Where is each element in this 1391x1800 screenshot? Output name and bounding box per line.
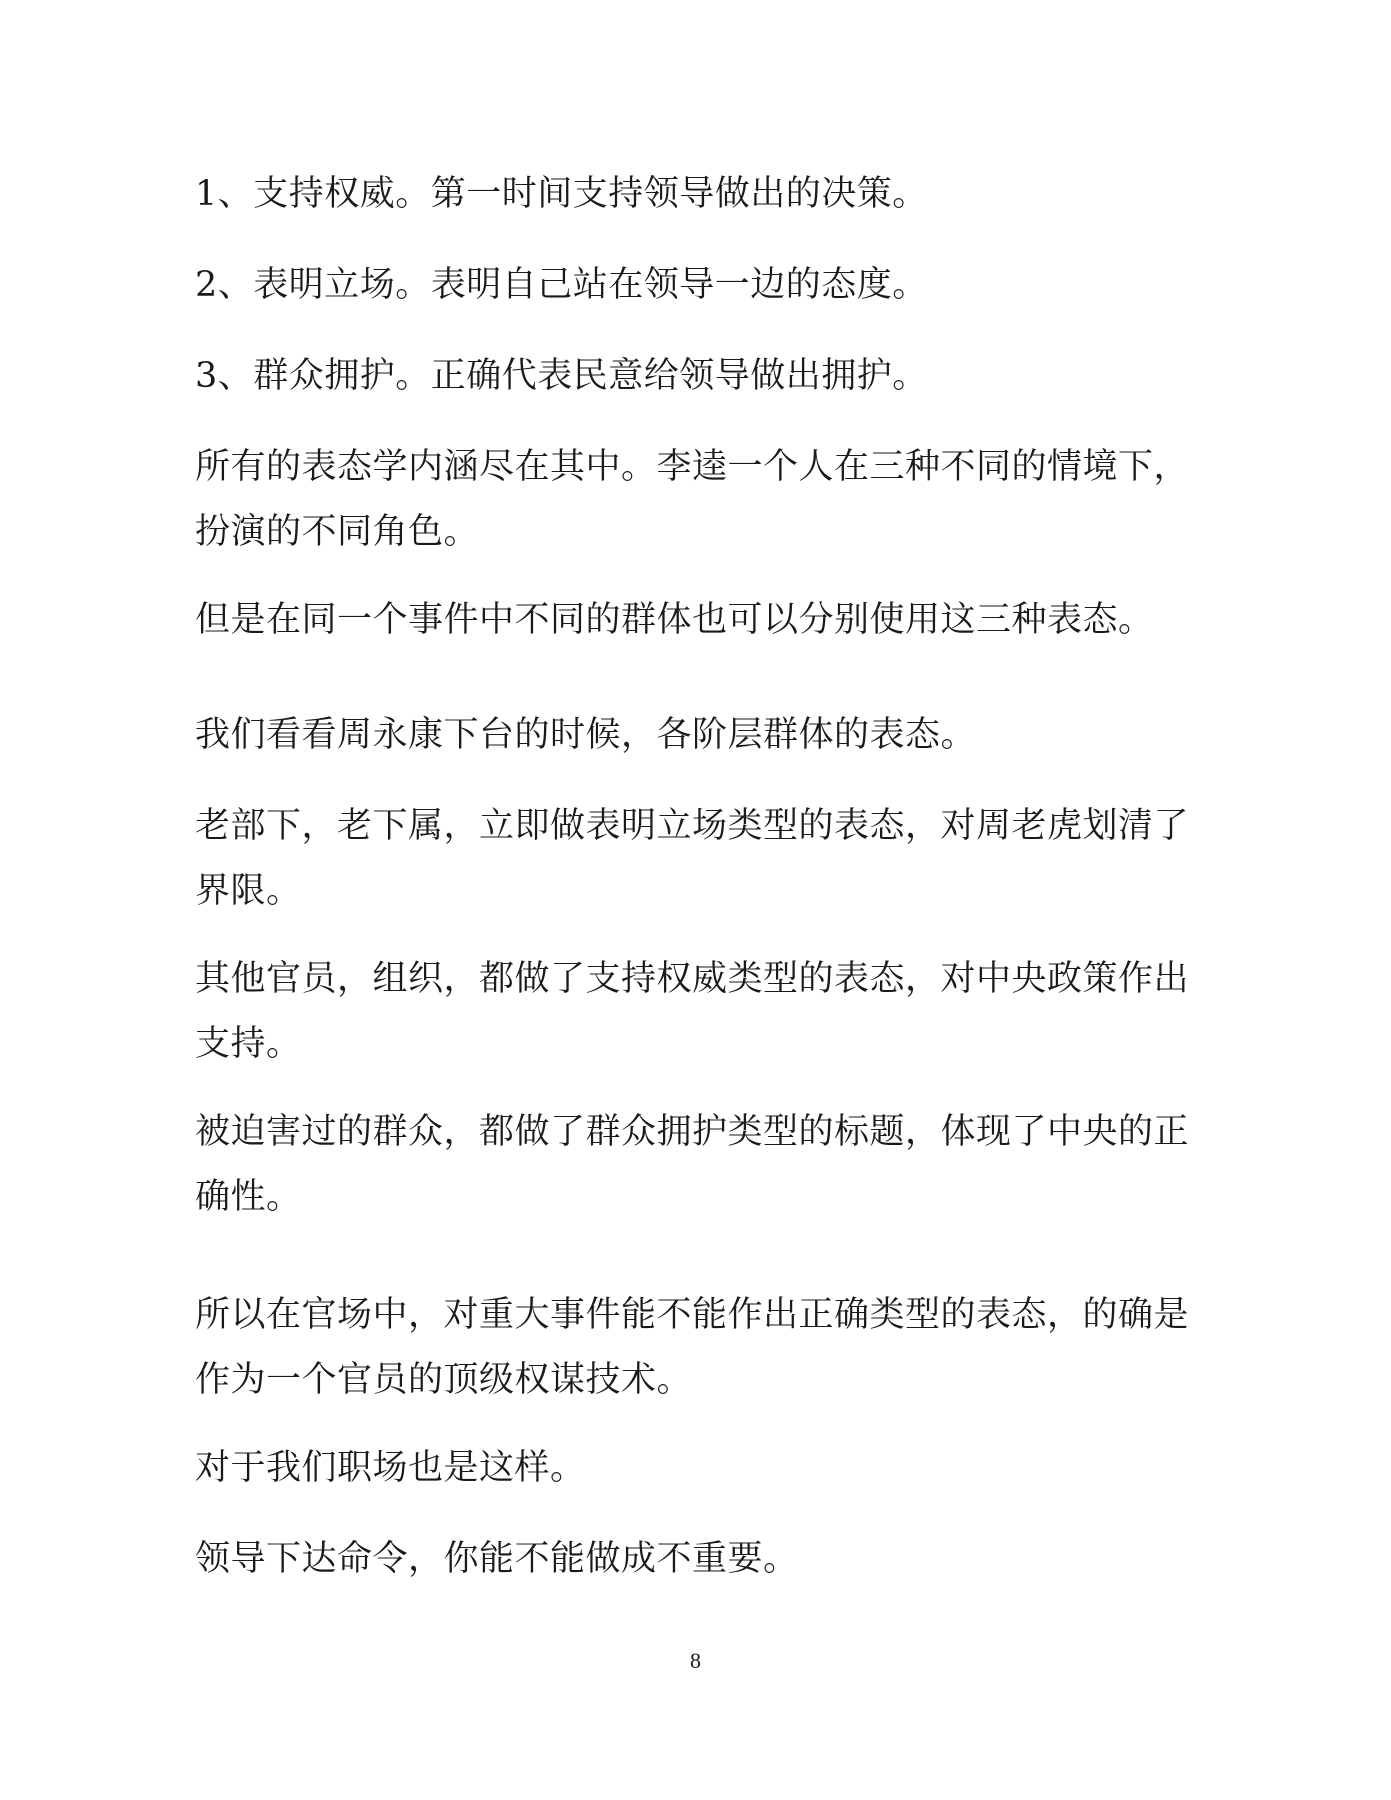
paragraph-6: 我们看看周永康下台的时候，各阶层群体的表态。	[195, 715, 977, 755]
paragraph-10: 所以在官场中，对重大事件能不能作出正确类型的表态，的确是作为一个官员的顶级权谋技术。	[195, 1295, 1190, 1400]
paragraph-9: 被迫害过的群众，都做了群众拥护类型的标题，体现了中央的正确性。	[195, 1112, 1190, 1217]
paragraph-8: 其他官员，组织，都做了支持权威类型的表态，对中央政策作出支持。	[195, 959, 1190, 1064]
paragraph-1: 1、支持权威。第一时间支持领导做出的决策。	[195, 174, 928, 214]
paragraph-4: 所有的表态学内涵尽在其中。李逵一个人在三种不同的情境下，扮演的不同角色。	[195, 447, 1190, 552]
paragraph-12: 领导下达命令，你能不能做成不重要。	[195, 1539, 799, 1579]
page-number: 8	[690, 1648, 701, 1673]
paragraph-11: 对于我们职场也是这样。	[195, 1448, 586, 1488]
paragraph-5: 但是在同一个事件中不同的群体也可以分别使用这三种表态。	[195, 600, 1154, 640]
paragraph-3: 3、群众拥护。正确代表民意给领导做出拥护。	[195, 356, 928, 396]
paragraph-7: 老部下，老下属，立即做表明立场类型的表态，对周老虎划清了界限。	[195, 806, 1190, 911]
paragraph-2: 2、表明立场。表明自己站在领导一边的态度。	[195, 265, 928, 305]
